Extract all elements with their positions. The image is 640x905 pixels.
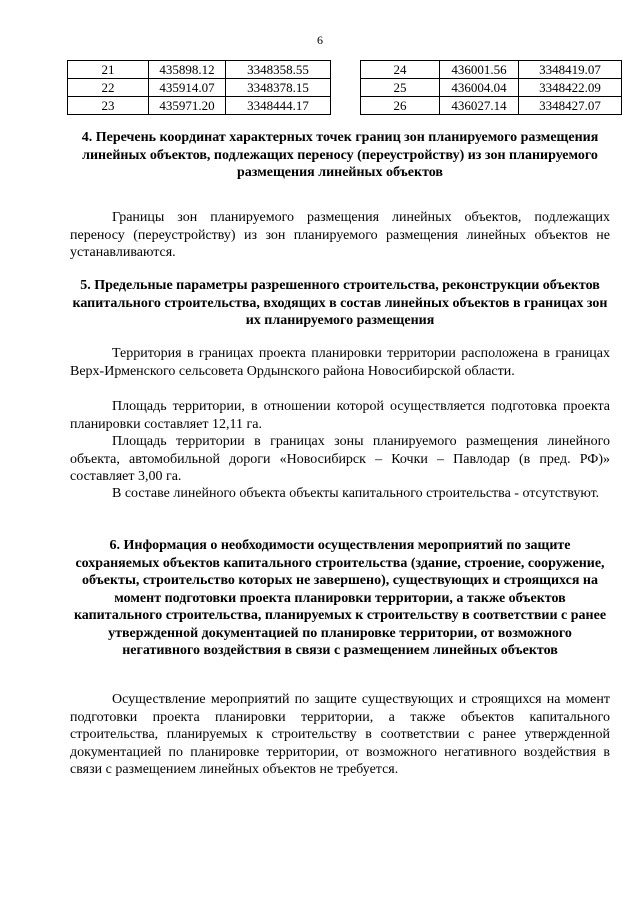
- table-row: [68, 61, 331, 79]
- table-row: [68, 79, 331, 97]
- coord-y: 3348444.17: [226, 97, 331, 115]
- section-5-paragraph-1: Территория в границах проекта планировки территории расположена в границах Верх-Ирменского сельсовета Ордынского района Новосибирской области.: [70, 346, 610, 379]
- coord-x: 436027.14: [440, 97, 519, 115]
- point-number: 22: [68, 79, 149, 97]
- section-5-paragraph-2: Площадь территории, в отношении которой осуществляется подготовка проекта планировки составляет 12,11 га.: [70, 399, 610, 432]
- coord-y: 3348378.15: [226, 79, 331, 97]
- coord-x: 436001.56: [440, 61, 519, 79]
- coord-y: 3348422.09: [519, 79, 622, 97]
- point-number: 24: [361, 61, 440, 79]
- section-6-paragraph: Осуществление мероприятий по защите существующих и строящихся на момент подготовки проекта планировки территории, а также объектов капитального строительства, планируемых к строительству в соответствии с ранее утвержденной документацией по планировке территории, от возможного негативного воздействия в связи с размещением линейных объектов не требуется.: [70, 692, 610, 777]
- coord-x: 435971.20: [149, 97, 226, 115]
- coord-x: 435914.07: [149, 79, 226, 97]
- point-number: 26: [361, 97, 440, 115]
- section-5-paragraph-3: Площадь территории в границах зоны планируемого размещения линейного объекта, автомобильной дороги «Новосибирск – Кочки – Павлодар (в пред. РФ)» составляет 3,00 га.: [70, 434, 610, 484]
- point-number: 23: [68, 97, 149, 115]
- coordinates-table-left: [67, 60, 331, 115]
- table-row: [68, 97, 331, 115]
- coord-y: 3348427.07: [519, 97, 622, 115]
- page-number: 6: [317, 33, 323, 47]
- section-4-paragraph: Границы зон планируемого размещения линейных объектов, подлежащих переносу (переустройству) из зон планируемого размещения линейных объектов не устанавливаются.: [70, 210, 610, 260]
- point-number: 21: [68, 61, 149, 79]
- coord-x: 435898.12: [149, 61, 226, 79]
- section-6-heading: 6. Информация о необходимости осуществления мероприятий по защите сохраняемых объектов капитального строительства (здание, строение, сооружение, объекты, строительство которых не завершено), существующих и строящихся на момент подготовки проекта планировки территории, а также объектов капитального строительства, планируемых к строительству в соответствии с ранее утвержденной документацией по планировке территории, от возможного негативного воздействия в связи с размещением линейных объектов: [73, 538, 607, 658]
- section-5-heading: 5. Предельные параметры разрешенного строительства, реконструкции объектов капитального строительства, входящих в состав линейных объектов в границах зон их планируемого размещения: [72, 278, 608, 328]
- table-row: [361, 61, 622, 79]
- coord-y: 3348358.55: [226, 61, 331, 79]
- coordinates-table-right: [360, 60, 622, 115]
- table-row: [361, 97, 622, 115]
- section-4-heading: 4. Перечень координат характерных точек границ зон планируемого размещения линейных объектов, подлежащих переносу (переустройству) из зон планируемого размещения линейных объектов: [81, 130, 599, 180]
- coord-x: 436004.04: [440, 79, 519, 97]
- table-row: [361, 79, 622, 97]
- point-number: 25: [361, 79, 440, 97]
- coord-y: 3348419.07: [519, 61, 622, 79]
- section-5-paragraph-4: В составе линейного объекта объекты капитального строительства - отсутствуют.: [112, 486, 600, 501]
